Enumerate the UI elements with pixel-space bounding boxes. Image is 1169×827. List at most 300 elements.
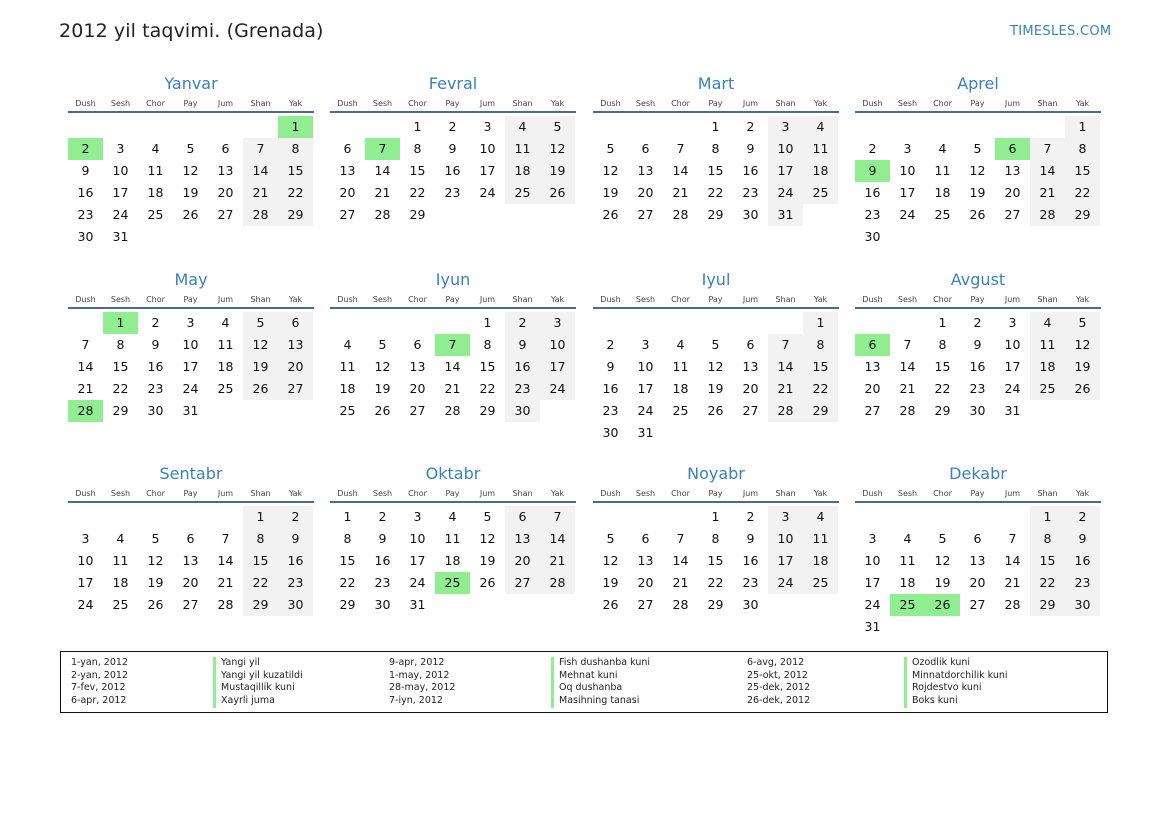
empty-cell	[890, 312, 925, 334]
day-cell: 22	[1030, 572, 1065, 594]
day-cell: 29	[479, 403, 496, 418]
day-cell: 15	[339, 553, 356, 568]
day-cell: 11	[803, 528, 838, 550]
month-name: Yanvar	[164, 74, 218, 93]
day-cell: 20	[409, 381, 426, 396]
legend-date: 26-dek, 2012	[747, 695, 811, 707]
day-cell: 24	[540, 378, 575, 400]
holiday-day: 7	[365, 138, 400, 160]
holiday-day: 26	[925, 594, 960, 616]
day-cell: 17	[182, 359, 199, 374]
day-cell: 19	[969, 185, 986, 200]
day-cell: 16	[77, 185, 94, 200]
day-cell: 11	[444, 531, 461, 546]
day-cell: 4	[676, 337, 685, 352]
weekday-label: Sesh	[635, 489, 656, 498]
weekday-label: Dush	[862, 99, 883, 108]
weekday-label: Yak	[288, 295, 303, 304]
day-cell: 19	[374, 381, 391, 396]
day-cell: 20	[278, 356, 313, 378]
weekday-label: Shan	[775, 99, 796, 108]
day-cell: 23	[969, 381, 986, 396]
weekday-label: Pay	[183, 295, 198, 304]
day-cell: 5	[186, 141, 195, 156]
day-cell: 22	[339, 575, 356, 590]
day-cell: 18	[803, 160, 838, 182]
weekday-label: Chor	[408, 295, 427, 304]
month-name: Sentabr	[159, 464, 223, 483]
weekday-header	[68, 96, 314, 113]
month-sentabr	[68, 462, 314, 616]
day-cell: 8	[1030, 528, 1065, 550]
weekday-label: Chor	[146, 99, 165, 108]
day-grid	[593, 506, 839, 616]
weekday-label: Yak	[813, 295, 828, 304]
day-cell: 26	[969, 207, 986, 222]
day-cell: 15	[803, 356, 838, 378]
weekday-label: Jum	[217, 295, 234, 304]
day-cell: 4	[221, 315, 230, 330]
empty-cell	[890, 506, 925, 528]
day-cell: 2	[606, 337, 615, 352]
weekday-label: Shan	[250, 489, 271, 498]
weekday-label: Sesh	[897, 99, 918, 108]
day-cell: 15	[1030, 550, 1065, 572]
day-cell: 3	[81, 531, 90, 546]
legend-names	[904, 657, 1008, 708]
weekday-label: Jum	[742, 489, 759, 498]
day-cell: 1	[938, 315, 947, 330]
day-cell: 14	[672, 163, 689, 178]
day-cell: 20	[637, 575, 654, 590]
day-cell: 23	[602, 403, 619, 418]
day-cell: 27	[278, 378, 313, 400]
weekday-label: Dush	[600, 99, 621, 108]
weekday-label: Jum	[742, 295, 759, 304]
day-cell: 13	[409, 359, 426, 374]
day-cell: 23	[278, 572, 313, 594]
day-cell: 20	[217, 185, 234, 200]
day-cell: 18	[112, 575, 129, 590]
day-grid	[68, 116, 314, 248]
day-cell: 21	[1030, 182, 1065, 204]
day-cell: 30	[1065, 594, 1100, 616]
day-cell: 6	[221, 141, 230, 156]
day-cell: 4	[803, 116, 838, 138]
weekday-label: Jum	[1004, 295, 1021, 304]
empty-cell	[138, 116, 173, 138]
day-cell: 10	[479, 141, 496, 156]
day-cell: 9	[378, 531, 387, 546]
day-grid	[593, 116, 839, 226]
holiday-day: 28	[68, 400, 103, 422]
weekday-label: Chor	[933, 99, 952, 108]
weekday-label: Yak	[813, 489, 828, 498]
day-cell: 27	[409, 403, 426, 418]
day-cell: 13	[339, 163, 356, 178]
weekday-label: Pay	[708, 99, 723, 108]
day-cell: 19	[707, 381, 724, 396]
weekday-label: Yak	[1075, 99, 1090, 108]
weekday-header	[330, 486, 576, 503]
day-cell: 22	[934, 381, 951, 396]
month-name: Iyun	[435, 270, 471, 289]
empty-cell	[995, 116, 1030, 138]
weekday-label: Jum	[742, 99, 759, 108]
day-cell: 7	[243, 138, 278, 160]
day-cell: 14	[768, 356, 803, 378]
day-cell: 21	[374, 185, 391, 200]
day-cell: 30	[969, 403, 986, 418]
day-cell: 7	[1008, 531, 1017, 546]
weekday-label: Shan	[775, 295, 796, 304]
empty-cell	[208, 506, 243, 528]
day-cell: 1	[1065, 116, 1100, 138]
day-cell: 1	[711, 509, 720, 524]
day-cell: 1	[1030, 506, 1065, 528]
day-cell: 8	[711, 141, 720, 156]
day-cell: 31	[637, 425, 654, 440]
day-cell: 2	[151, 315, 160, 330]
day-grid	[68, 506, 314, 616]
weekday-label: Yak	[1075, 295, 1090, 304]
weekday-label: Sesh	[897, 295, 918, 304]
empty-cell	[593, 312, 628, 334]
day-cell: 12	[602, 553, 619, 568]
day-cell: 18	[444, 553, 461, 568]
day-cell: 10	[112, 163, 129, 178]
weekday-label: Pay	[445, 295, 460, 304]
day-cell: 25	[217, 381, 234, 396]
legend-holiday-name: Masihning tanasi	[551, 695, 650, 708]
empty-cell	[593, 506, 628, 528]
day-cell: 18	[899, 575, 916, 590]
weekday-label: Shan	[250, 295, 271, 304]
empty-cell	[330, 116, 365, 138]
weekday-label: Dush	[600, 295, 621, 304]
day-cell: 25	[112, 597, 129, 612]
weekday-header	[330, 96, 576, 113]
holiday-day: 1	[103, 312, 138, 334]
day-grid	[330, 116, 576, 226]
weekday-label: Dush	[75, 489, 96, 498]
month-name: Avgust	[950, 270, 1006, 289]
day-cell: 21	[899, 381, 916, 396]
weekday-label: Jum	[1004, 99, 1021, 108]
day-cell: 22	[1065, 182, 1100, 204]
day-cell: 11	[1030, 334, 1065, 356]
day-cell: 11	[147, 163, 164, 178]
day-cell: 6	[505, 506, 540, 528]
empty-cell	[733, 312, 768, 334]
day-cell: 30	[742, 207, 759, 222]
weekday-label: Sesh	[635, 295, 656, 304]
day-cell: 22	[707, 575, 724, 590]
day-cell: 7	[676, 141, 685, 156]
day-cell: 29	[803, 400, 838, 422]
day-cell: 19	[1065, 356, 1100, 378]
day-cell: 11	[672, 359, 689, 374]
day-cell: 6	[343, 141, 352, 156]
month-mart	[593, 72, 839, 226]
day-cell: 2	[746, 119, 755, 134]
day-cell: 9	[606, 359, 615, 374]
day-cell: 18	[803, 550, 838, 572]
day-cell: 24	[768, 572, 803, 594]
day-cell: 26	[182, 207, 199, 222]
day-cell: 5	[973, 141, 982, 156]
empty-cell	[103, 116, 138, 138]
day-cell: 30	[147, 403, 164, 418]
weekday-label: Pay	[708, 295, 723, 304]
weekday-label: Chor	[671, 99, 690, 108]
legend-holiday-name: Fish dushanba kuni	[551, 657, 650, 670]
day-cell: 13	[217, 163, 234, 178]
day-cell: 1	[343, 509, 352, 524]
day-cell: 3	[641, 337, 650, 352]
day-cell: 24	[479, 185, 496, 200]
empty-cell	[855, 312, 890, 334]
day-cell: 14	[1004, 553, 1021, 568]
weekday-label: Shan	[775, 489, 796, 498]
day-cell: 28	[374, 207, 391, 222]
day-cell: 24	[112, 207, 129, 222]
day-cell: 28	[243, 204, 278, 226]
day-cell: 5	[540, 116, 575, 138]
day-cell: 2	[1065, 506, 1100, 528]
day-cell: 8	[1065, 138, 1100, 160]
day-cell: 21	[672, 575, 689, 590]
day-cell: 9	[746, 531, 755, 546]
day-cell: 22	[409, 185, 426, 200]
weekday-label: Sesh	[372, 295, 393, 304]
day-grid	[855, 116, 1101, 248]
legend-date: 6-avg, 2012	[747, 657, 805, 668]
day-cell: 12	[1065, 334, 1100, 356]
weekday-label: Pay	[183, 489, 198, 498]
weekday-label: Sesh	[897, 489, 918, 498]
day-cell: 25	[147, 207, 164, 222]
day-cell: 17	[77, 575, 94, 590]
day-cell: 9	[973, 337, 982, 352]
weekday-label: Shan	[512, 489, 533, 498]
weekday-header	[68, 486, 314, 503]
day-cell: 3	[413, 509, 422, 524]
legend-names	[551, 657, 650, 708]
holiday-day: 6	[995, 138, 1030, 160]
day-cell: 14	[77, 359, 94, 374]
day-cell: 5	[711, 337, 720, 352]
day-cell: 31	[409, 597, 426, 612]
day-cell: 8	[711, 531, 720, 546]
empty-cell	[628, 312, 663, 334]
weekday-label: Dush	[75, 99, 96, 108]
day-cell: 15	[243, 550, 278, 572]
weekday-label: Pay	[445, 99, 460, 108]
weekday-label: Shan	[250, 99, 271, 108]
brand-link[interactable]: TIMESLES.COM	[1010, 24, 1112, 39]
day-cell: 25	[1030, 378, 1065, 400]
weekday-label: Chor	[408, 99, 427, 108]
month-name: Oktabr	[425, 464, 481, 483]
day-cell: 3	[768, 506, 803, 528]
day-cell: 22	[707, 185, 724, 200]
day-cell: 6	[746, 337, 755, 352]
day-cell: 23	[77, 207, 94, 222]
weekday-header	[593, 486, 839, 503]
weekday-label: Dush	[862, 295, 883, 304]
day-cell: 30	[278, 594, 313, 616]
day-cell: 18	[672, 381, 689, 396]
legend-holiday-name: Yangi yil	[213, 657, 303, 670]
day-cell: 28	[768, 400, 803, 422]
day-cell: 10	[182, 337, 199, 352]
day-cell: 28	[217, 597, 234, 612]
day-cell: 16	[505, 356, 540, 378]
weekday-label: Chor	[408, 489, 427, 498]
day-cell: 9	[505, 334, 540, 356]
day-cell: 7	[221, 531, 230, 546]
empty-cell	[925, 116, 960, 138]
legend-date: 28-may, 2012	[389, 682, 456, 694]
day-cell: 3	[116, 141, 125, 156]
day-cell: 1	[711, 119, 720, 134]
day-cell: 5	[938, 531, 947, 546]
empty-cell	[593, 116, 628, 138]
day-cell: 14	[540, 528, 575, 550]
day-cell: 14	[672, 553, 689, 568]
legend-date: 7-iyn, 2012	[389, 695, 443, 707]
empty-cell	[855, 506, 890, 528]
weekday-label: Jum	[217, 489, 234, 498]
day-cell: 7	[81, 337, 90, 352]
day-cell: 23	[147, 381, 164, 396]
weekday-label: Pay	[445, 489, 460, 498]
day-cell: 8	[343, 531, 352, 546]
legend-holiday-name: Yangi yil kuzatildi	[213, 670, 303, 683]
day-cell: 5	[483, 509, 492, 524]
day-cell: 5	[151, 531, 160, 546]
day-cell: 17	[409, 553, 426, 568]
weekday-label: Chor	[671, 295, 690, 304]
day-cell: 9	[746, 141, 755, 156]
day-cell: 1	[243, 506, 278, 528]
legend-holiday-name: Xayrli juma	[213, 695, 303, 708]
day-cell: 13	[278, 334, 313, 356]
day-cell: 18	[217, 359, 234, 374]
day-cell: 13	[637, 553, 654, 568]
day-cell: 3	[768, 116, 803, 138]
day-cell: 24	[864, 597, 881, 612]
day-cell: 26	[479, 575, 496, 590]
day-cell: 2	[505, 312, 540, 334]
day-cell: 14	[444, 359, 461, 374]
day-cell: 26	[602, 597, 619, 612]
page-title: 2012 yil taqvimi. (Grenada)	[59, 20, 324, 42]
day-cell: 20	[637, 185, 654, 200]
empty-cell	[855, 116, 890, 138]
day-cell: 16	[742, 553, 759, 568]
day-cell: 4	[151, 141, 160, 156]
day-cell: 26	[707, 403, 724, 418]
day-cell: 25	[803, 572, 838, 594]
day-cell: 13	[1004, 163, 1021, 178]
day-cell: 2	[448, 119, 457, 134]
month-yanvar	[68, 72, 314, 248]
legend-holiday-name: Oq dushanba	[551, 682, 650, 695]
day-cell: 3	[868, 531, 877, 546]
day-cell: 12	[243, 334, 278, 356]
day-cell: 17	[864, 575, 881, 590]
day-cell: 18	[339, 381, 356, 396]
day-cell: 17	[899, 185, 916, 200]
legend-holiday-name: Boks kuni	[904, 695, 1008, 708]
empty-cell	[890, 116, 925, 138]
legend-date: 2-yan, 2012	[71, 669, 128, 681]
day-cell: 6	[641, 531, 650, 546]
day-cell: 12	[374, 359, 391, 374]
day-cell: 13	[864, 359, 881, 374]
weekday-label: Sesh	[110, 99, 131, 108]
day-cell: 18	[934, 185, 951, 200]
day-cell: 15	[479, 359, 496, 374]
empty-cell	[663, 312, 698, 334]
day-cell: 8	[803, 334, 838, 356]
day-cell: 23	[742, 575, 759, 590]
day-cell: 18	[505, 160, 540, 182]
day-cell: 26	[147, 597, 164, 612]
day-cell: 25	[803, 182, 838, 204]
weekday-label: Chor	[933, 295, 952, 304]
day-cell: 4	[116, 531, 125, 546]
day-cell: 24	[1004, 381, 1021, 396]
empty-cell	[960, 116, 995, 138]
day-cell: 23	[505, 378, 540, 400]
holiday-day: 25	[890, 594, 925, 616]
empty-cell	[173, 506, 208, 528]
day-cell: 11	[803, 138, 838, 160]
day-cell: 19	[540, 160, 575, 182]
legend-date: 1-may, 2012	[389, 669, 450, 681]
day-cell: 7	[903, 337, 912, 352]
day-cell: 21	[444, 381, 461, 396]
weekday-label: Chor	[146, 489, 165, 498]
day-cell: 26	[540, 182, 575, 204]
day-cell: 15	[409, 163, 426, 178]
day-cell: 14	[374, 163, 391, 178]
day-cell: 10	[409, 531, 426, 546]
day-cell: 14	[243, 160, 278, 182]
day-cell: 18	[147, 185, 164, 200]
day-cell: 5	[1065, 312, 1100, 334]
day-cell: 31	[1004, 403, 1021, 418]
day-cell: 12	[479, 531, 496, 546]
empty-cell	[365, 116, 400, 138]
weekday-label: Yak	[550, 295, 565, 304]
day-cell: 20	[505, 550, 540, 572]
day-cell: 28	[672, 207, 689, 222]
day-grid	[855, 312, 1101, 422]
day-cell: 2	[278, 506, 313, 528]
day-cell: 29	[278, 204, 313, 226]
day-cell: 4	[803, 506, 838, 528]
day-cell: 13	[969, 553, 986, 568]
day-cell: 8	[243, 528, 278, 550]
month-name: Dekabr	[949, 464, 1007, 483]
day-cell: 10	[899, 163, 916, 178]
day-cell: 20	[339, 185, 356, 200]
day-cell: 7	[676, 531, 685, 546]
